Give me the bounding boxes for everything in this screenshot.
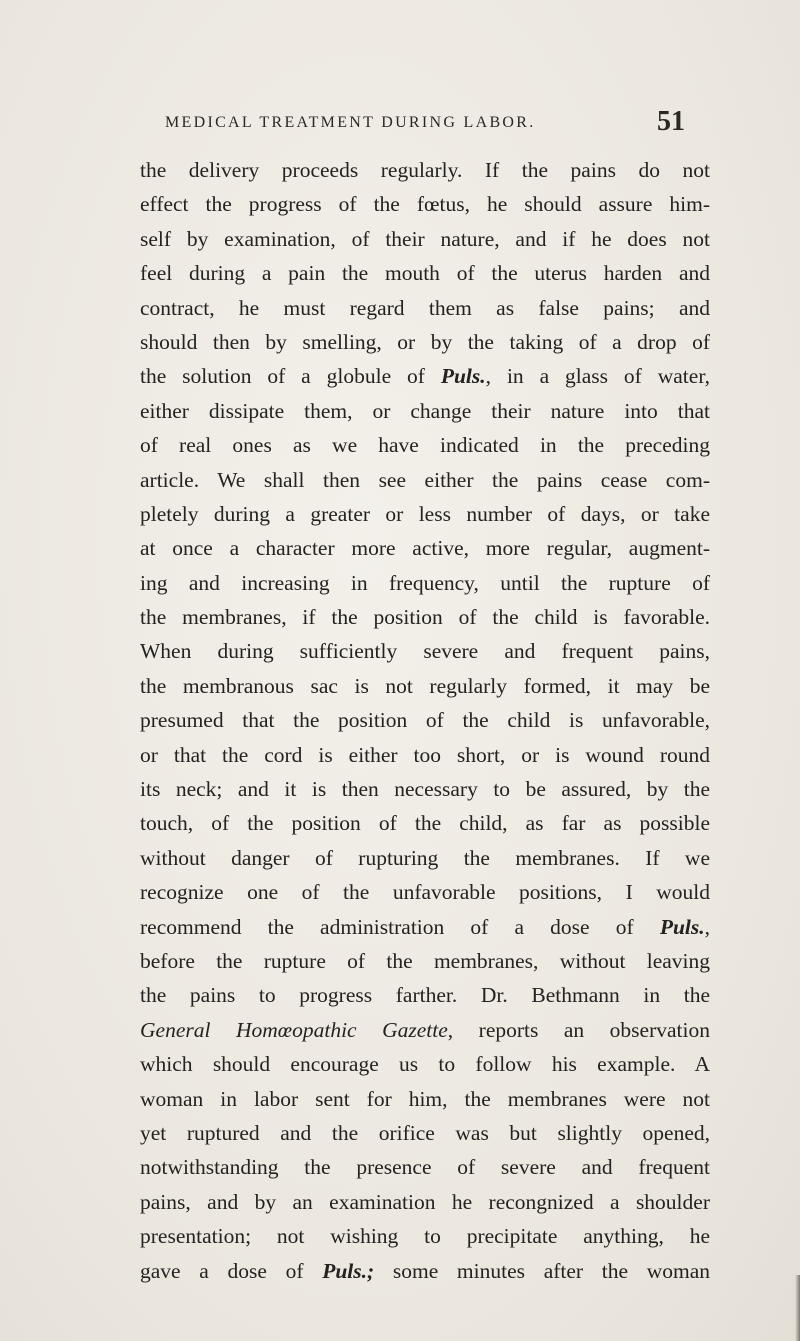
text-line: presumed that the position of the child is unfavorable, [140, 708, 710, 733]
text-line: gave a dose of Puls.; some minutes after the woman [140, 1258, 711, 1283]
text-line: the delivery proceeds regularly. If the pains do not [140, 158, 710, 182]
text-line: feel during a pain the mouth of the uterus harden and [140, 261, 710, 286]
text-line: When during sufficiently severe and frequent pains, [140, 639, 710, 664]
text-line: the membranous sac is not regularly formed, it may be [140, 673, 710, 698]
body-text [140, 153, 710, 1288]
text-line: ing and increasing in frequency, until the rupture of [140, 570, 710, 595]
text-line: of real ones as we have indicated in the preceding [140, 433, 710, 458]
page-number: 51 [657, 106, 685, 137]
page-edge-shadow [795, 1275, 800, 1341]
text-line: recognize one of the unfavorable positions, I would [140, 880, 710, 905]
journal-title: General Homœopathic Gazette [140, 1017, 448, 1042]
text-line: before the rupture of the membranes, without leaving [140, 948, 710, 973]
remedy-name: Puls. [440, 364, 486, 389]
text-line: the solution of a globule of Puls., in a glass of water, [140, 364, 710, 389]
text-line: woman in labor sent for him, the membranes were not [140, 1086, 710, 1111]
text-line: which should encourage us to follow his example. A [140, 1052, 710, 1077]
text-line: yet ruptured and the orifice was but slightly opened, [140, 1120, 710, 1145]
running-head: MEDICAL TREATMENT DURING LABOR. [165, 114, 536, 131]
text-line: article. We shall then see either the pains cease com- [140, 467, 710, 492]
text-line: touch, of the position of the child, as far as possible [140, 811, 710, 836]
text-line: or that the cord is either too short, or is wound round [140, 742, 710, 767]
text-line: presentation; not wishing to precipitate anything, he [140, 1224, 710, 1249]
text-line: its neck; and it is then necessary to be assured, by the [140, 777, 710, 802]
text-line: self by examination, of their nature, and if he does not [140, 226, 710, 251]
remedy-name: Puls. [659, 914, 705, 939]
text-line: General Homœopathic Gazette, reports an observation [140, 1017, 710, 1042]
text-line: the pains to progress farther. Dr. Bethmann in the [140, 983, 710, 1008]
text-line: should then by smelling, or by the taking of a drop of [140, 329, 710, 354]
text-line: at once a character more active, more regular, augment- [140, 536, 710, 561]
text-line: either dissipate them, or change their nature into that [140, 398, 710, 423]
page-header [165, 106, 685, 142]
text-line: pletely during a greater or less number of days, or take [140, 501, 710, 526]
remedy-name: Puls.; [322, 1258, 375, 1283]
text-line: pains, and by an examination he recongnized a shoulder [140, 1189, 710, 1214]
text-line: the membranes, if the position of the child is favorable. [140, 605, 710, 630]
text-line: notwithstanding the presence of severe and frequent [140, 1155, 710, 1180]
text-line: contract, he must regard them as false pains; and [140, 295, 710, 320]
text-line: effect the progress of the fœtus, he should assure him- [140, 192, 710, 217]
text-line: without danger of rupturing the membranes. If we [140, 845, 710, 870]
text-line: recommend the administration of a dose of Puls., [140, 914, 710, 939]
